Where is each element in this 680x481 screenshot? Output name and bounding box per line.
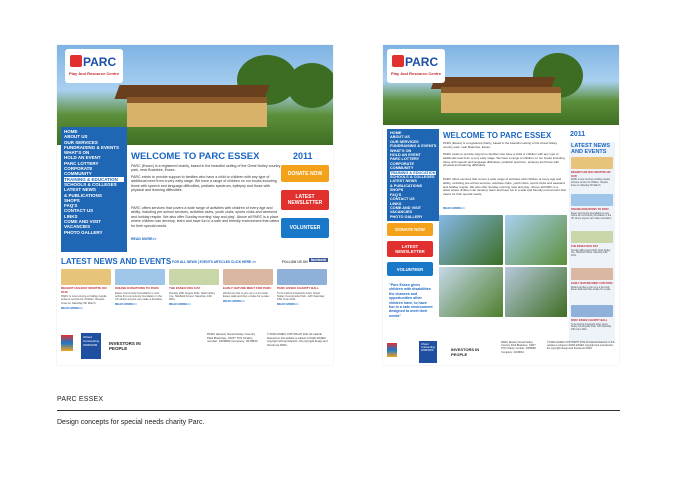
news-title: THE ESSEX DOG DAY [169,286,201,290]
news-body: PARC is now running a holiday respite scheme service for children. Respite times on Saturday 5th March. [61,295,107,305]
news-title: REGENT HOLIDAY RESPITE ON OUR [61,286,107,294]
photo-climbing [439,215,503,265]
news-thumbnail [169,269,219,285]
children-art-logo [61,335,73,351]
project-description: Design concepts for special needs charity Parc. [57,419,205,426]
nav-item[interactable]: & PUBLICATIONS [64,192,102,198]
nav-item[interactable]: WHAT'S ON [64,150,90,156]
design-concept-2 [383,45,619,365]
nav-item[interactable]: WHAT'S ON [390,148,412,153]
nav-item[interactable]: CORPORATE [64,166,93,172]
newsletter-button[interactable]: LATEST NEWSLETTER [387,241,433,257]
copyright-text: © PARC ESSEX COPYRIGHT 2011 All material featured on this website is subject to PARC ESSEX copyright and reproduction, the copyright design and friends are PARC. [267,333,328,347]
news-title: ONLINE DONATIONS TO PARC [115,286,160,290]
nav-item[interactable]: ABOUT US [64,134,88,140]
nav-item[interactable]: LATEST NEWS [64,187,96,193]
news-body: Sunday 29th August 2011. Dark Notley Cre, Sheffield Forest. Saturday 14th 2011. [169,291,216,301]
children-art-logo [387,343,397,357]
all-news-link[interactable]: FOR ALL NEWS | EVENTS ARTICLES CLICK HERE >> [172,260,256,264]
nav-item[interactable]: PHOTO GALLERY [64,229,103,235]
sidebar-news-item[interactable] [571,157,613,188]
ofsted-logo: Ofsted Outstanding 2008/2009 [419,341,437,363]
photo-child [439,267,503,317]
copyright-text: © PARC ESSEX COPYRIGHT 2011 All material featured on this website is subject to PARC ESSEX copyright and reproduction, the copyright design and friends are PARC. [547,341,615,350]
nav-item[interactable]: COME AND VISIT [390,205,422,210]
nav-item[interactable]: TRAINING & EDUCATION [64,177,124,182]
nav-item[interactable]: VACANCIES [390,210,413,215]
news-item[interactable] [115,269,165,307]
news-item[interactable] [277,269,327,307]
quote-text: "Parc Essex gives children with disabilities the chances and opportunities other children have, to have fun in a safe environment designed to meet their needs" [389,283,433,318]
news-thumbnail [223,269,273,285]
nav-item[interactable]: FUNDRAISING & EVENTS [390,144,437,149]
parc-logo[interactable]: PARC Play And Resource Centre [387,49,445,83]
donate-button[interactable]: DONATE NOW [387,223,433,236]
facebook-button[interactable]: facebook [311,258,327,262]
ofsted-logo: Ofsted Outstanding 2008/2009 [81,333,101,359]
photo-swing [505,267,567,317]
donate-button[interactable]: DONATE NOW [281,165,329,182]
news-body: PARC is now running a holiday respite scheme service for children. Respite times on Saturday 5th March. [571,179,611,187]
sidebar-news-item[interactable] [571,268,613,292]
nav-item[interactable]: FUNDRAISING & EVENTS [64,144,120,150]
nav-item[interactable]: HOME [390,131,402,135]
news-body: Essex Community Foundation is now online thru community foundation in the UK where anyone can make a donation. [115,291,163,301]
news-item[interactable] [223,269,273,304]
year-label: 2011 [293,151,313,161]
project-title: PARC ESSEX [57,396,104,403]
news-read-more[interactable]: READ MORE>> [277,302,299,307]
nav-item[interactable]: & PUBLICATIONS [390,183,422,188]
main-nav [387,129,439,221]
news-read-more[interactable]: READ MORE>> [169,302,191,307]
hero-image [383,45,619,125]
welcome-title: WELCOME TO PARC ESSEX [443,131,552,140]
news-thumbnail [571,157,613,169]
address-text: PARC (Essex) Great Notley Country Park Braintree, CM77 7FS Charity number: 1056684 Company: 3210844 [501,341,536,354]
news-thumbnail [571,231,613,243]
news-body: Would you like to join us in a fun local Essex walk and then a bake for a cake. [571,286,611,292]
nav-item[interactable]: PARC LOTTERY [64,160,99,166]
news-body: To be held at Freeland's Fast, Great Notley Countryside Park. 12th Saturday 18th June 2011. [277,291,325,301]
welcome-title: WELCOME TO PARC ESSEX [131,151,260,162]
volunteer-button[interactable]: VOLUNTEER [387,262,433,276]
news-thumbnail [115,269,165,285]
nav-item[interactable]: FAQ'S [64,203,78,209]
news-body: Essex Community Foundation is now online thru community foundation in the UK where anyone can make a donation. [571,212,612,221]
nav-item[interactable]: TRAINING & EDUCATION [390,170,436,175]
nav-item[interactable]: CONTACT US [64,208,94,214]
sidebar-news-item[interactable] [571,194,613,221]
nav-item[interactable]: SHOPS [390,188,404,193]
investors-in-people-logo: INVESTORS IN PEOPLE [451,347,480,357]
nav-item[interactable]: HOME [64,129,78,134]
nav-item[interactable]: SHOPS [64,197,80,203]
news-title: THE ESSEX DOG DAY [571,245,599,248]
nav-item[interactable]: LINKS [390,201,402,206]
news-title: ONLINE DONATIONS TO PARC [571,208,610,211]
body-text-2: PARC offers services that covers a wide range of activities with children of every age and ability, including pre-school services, activities clubs, youth clubs, sports clubs and weekend and holiday respite. We also offer Sunday morning 'stay and play'. Above all PARC is a place where children can develop, learn and have fun in a safe and friendly environment that caters for their special needs. [443,177,566,197]
news-title: REGENT HOLIDAY RESPITE ON OUR [571,171,611,178]
sidebar-news-heading: LATEST NEWS AND EVENTS [571,143,611,155]
nav-item[interactable]: HOLD AN EVENT [64,155,101,161]
design-concept-1 [57,45,333,365]
nav-item[interactable]: CORPORATE [390,161,414,166]
volunteer-button[interactable]: VOLUNTEER [281,218,329,238]
address-text: PARC (Essex) Great Notley Country Park Braintree, CM77 7FS Charity number: 1056684 Company: 3210844 [207,332,258,344]
news-title: EARLY NATURE MEET FOR PARC [571,282,613,285]
nav-item[interactable]: PARC LOTTERY [390,157,420,162]
news-title: PARC ESSEX CHARITY BALL [277,286,320,290]
nav-item[interactable]: OUR SERVICES [64,139,98,145]
divider [57,410,620,411]
nav-item[interactable]: SCHOOLS & COLLEGES [390,175,435,180]
nav-item[interactable]: PHOTO GALLERY [390,214,423,219]
nav-item[interactable]: LATEST NEWS [390,179,417,184]
body-text-2: PARC offers services that covers a wide range of activities with children of every age and ability, including pre-school services, activities clubs, youth clubs, sports clubs and weekend and holiday respite. We also offer Sunday morning 'stay and play'. Above all PARC is a place where children can develop, learn and have fun in a safe and friendly environment that caters for their special needs. [131,206,280,228]
read-more-link[interactable]: READ MORE>> [131,237,157,241]
follow-label: FOLLOW US ON [282,260,308,264]
body-text-1: PARC exists to provide support to families who have a child or children with any type of additional need from a very early stage. We have a range of children on our books including those with speech and language difficulties, pediatric spectrum, epilepsy and those with physical and learning difficulties. [443,152,565,168]
news-read-more[interactable]: READ MORE>> [61,305,83,310]
nav-item[interactable]: FAQ'S [390,192,402,197]
news-thumbnail [571,194,613,206]
nav-item[interactable]: SCHOOLS & COLLEGES [64,181,117,187]
body-text-1: PARC exists to provide support to families who have a child or children with any type of additional need from a very early stage. We have a range of children on our books including those with speech and language difficulties, pediatric spectrum, epilepsy and those with physical and learning difficulties. [131,175,277,193]
nav-item[interactable]: ABOUT US [390,135,410,140]
news-thumbnail [571,305,613,317]
news-body: To be held at Freeland's Fast, Great Notley Countryside Park. 12th Saturday 18th June 2011. [571,323,612,332]
read-more-link[interactable]: READ MORE>> [443,206,465,210]
parc-logo[interactable]: PARC Play And Resource Centre [65,49,123,83]
news-body: Sunday 29th August 2011. Dark Notley Cre, Sheffield Forest. Saturday 14th 2011. [571,249,611,258]
intro-text: PARC (Essex) is a registered charity, based in the beautiful setting of the Great Notley country park, near Braintree, Essex. [131,164,281,173]
nav-item[interactable]: LINKS [64,213,78,219]
news-read-more[interactable]: READ MORE>> [115,302,137,307]
news-thumbnail [571,268,613,280]
nav-item[interactable]: COMMUNITY [64,171,92,177]
year-label: 2011 [570,131,586,138]
news-body: Would you like to join us in a fun local Essex walk and then a bake for a cake. [223,291,270,298]
nav-item[interactable]: HOLD AN EVENT [390,153,421,158]
nav-item[interactable]: COMMUNITY [390,166,414,171]
news-heading: LATEST NEWS AND EVENTS [61,257,172,266]
nav-item[interactable]: COME AND VISIT [64,219,101,225]
news-thumbnail [277,269,327,285]
investors-in-people-logo: INVESTORS IN PEOPLE [109,341,141,351]
news-thumbnail [61,269,111,285]
news-title: EARLY NATURE MEET FOR PARC [223,286,272,290]
sidebar-news-item[interactable] [571,231,613,258]
nav-item[interactable]: CONTACT US [390,197,415,202]
news-read-more[interactable]: READ MORE>> [223,299,245,303]
news-title: PARC ESSEX CHARITY BALL [571,319,608,322]
intro-text: PARC (Essex) is a registered charity, based in the beautiful setting of the Great Notley country park, near Braintree, Essex. [443,141,558,149]
photo-outdoor [505,215,567,265]
main-nav [61,127,127,252]
news-item[interactable] [61,269,111,310]
news-item[interactable] [169,269,219,307]
nav-item[interactable]: OUR SERVICES [390,139,419,144]
nav-item[interactable]: VACANCIES [64,224,91,230]
sidebar-news-item[interactable] [571,305,613,332]
newsletter-button[interactable]: LATEST NEWSLETTER [281,190,329,210]
